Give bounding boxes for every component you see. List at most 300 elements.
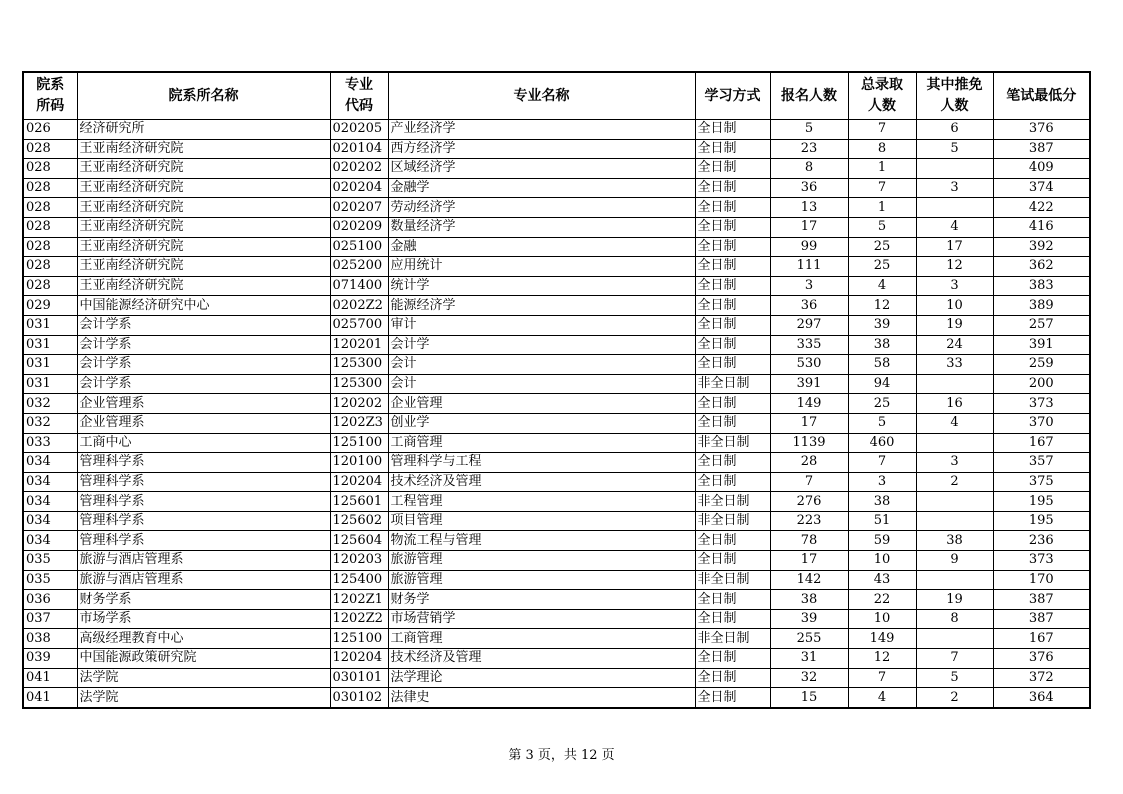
cell-study-mode: 非全日制 — [695, 492, 770, 512]
header-row — [23, 72, 1090, 120]
table-row — [23, 413, 1090, 433]
cell-dept-code: 039 — [23, 649, 77, 669]
cell-applicants: 223 — [770, 511, 848, 531]
cell-major-code: 1202Z2 — [330, 609, 388, 629]
cell-major-code: 1202Z1 — [330, 590, 388, 610]
cell-applicants: 5 — [770, 120, 848, 140]
cell-major-code: 125601 — [330, 492, 388, 512]
cell-major-name: 西方经济学 — [388, 139, 695, 159]
cell-dept-name: 管理科学系 — [77, 492, 330, 512]
table-row — [23, 159, 1090, 179]
cell-major-name: 会计学 — [388, 335, 695, 355]
cell-dept-name: 管理科学系 — [77, 472, 330, 492]
cell-min-score: 392 — [993, 237, 1090, 257]
cell-dept-name: 王亚南经济研究院 — [77, 139, 330, 159]
cell-applicants: 276 — [770, 492, 848, 512]
header-dept-name: 院系所名称 — [77, 72, 330, 120]
cell-applicants: 15 — [770, 688, 848, 708]
cell-min-score: 362 — [993, 257, 1090, 277]
cell-min-score: 195 — [993, 492, 1090, 512]
cell-min-score: 416 — [993, 217, 1090, 237]
cell-dept-code: 029 — [23, 296, 77, 316]
cell-admitted: 8 — [848, 139, 916, 159]
cell-study-mode: 非全日制 — [695, 433, 770, 453]
cell-min-score: 167 — [993, 629, 1090, 649]
cell-min-score: 409 — [993, 159, 1090, 179]
cell-major-code: 020202 — [330, 159, 388, 179]
cell-recommended: 19 — [916, 315, 993, 335]
cell-study-mode: 全日制 — [695, 198, 770, 218]
cell-major-code: 0202Z2 — [330, 296, 388, 316]
cell-study-mode: 全日制 — [695, 159, 770, 179]
cell-major-name: 审计 — [388, 315, 695, 335]
cell-admitted: 1 — [848, 198, 916, 218]
cell-study-mode: 全日制 — [695, 355, 770, 375]
cell-major-name: 管理科学与工程 — [388, 453, 695, 473]
cell-dept-name: 工商中心 — [77, 433, 330, 453]
cell-major-name: 项目管理 — [388, 511, 695, 531]
table-row — [23, 257, 1090, 277]
cell-applicants: 3 — [770, 276, 848, 296]
cell-study-mode: 全日制 — [695, 315, 770, 335]
cell-major-code: 125300 — [330, 374, 388, 394]
cell-major-name: 市场营销学 — [388, 609, 695, 629]
cell-recommended — [916, 159, 993, 179]
cell-admitted: 25 — [848, 394, 916, 414]
cell-major-name: 旅游管理 — [388, 551, 695, 571]
cell-major-code: 125604 — [330, 531, 388, 551]
cell-recommended: 3 — [916, 178, 993, 198]
cell-major-name: 金融学 — [388, 178, 695, 198]
cell-study-mode: 全日制 — [695, 413, 770, 433]
cell-min-score: 373 — [993, 551, 1090, 571]
cell-recommended: 17 — [916, 237, 993, 257]
cell-recommended — [916, 511, 993, 531]
cell-study-mode: 全日制 — [695, 237, 770, 257]
table-row — [23, 374, 1090, 394]
cell-dept-code: 031 — [23, 315, 77, 335]
cell-dept-name: 法学院 — [77, 668, 330, 688]
cell-dept-code: 035 — [23, 551, 77, 571]
cell-applicants: 31 — [770, 649, 848, 669]
table-row — [23, 492, 1090, 512]
cell-admitted: 38 — [848, 335, 916, 355]
cell-recommended: 5 — [916, 668, 993, 688]
cell-study-mode: 全日制 — [695, 551, 770, 571]
cell-min-score: 200 — [993, 374, 1090, 394]
cell-admitted: 7 — [848, 453, 916, 473]
cell-applicants: 32 — [770, 668, 848, 688]
cell-dept-name: 经济研究所 — [77, 120, 330, 140]
cell-dept-name: 会计学系 — [77, 355, 330, 375]
cell-major-name: 统计学 — [388, 276, 695, 296]
cell-major-name: 法学理论 — [388, 668, 695, 688]
cell-recommended — [916, 570, 993, 590]
cell-admitted: 4 — [848, 276, 916, 296]
table-row — [23, 394, 1090, 414]
cell-dept-code: 031 — [23, 374, 77, 394]
header-dept-code: 院系 所码 — [23, 72, 77, 120]
cell-dept-code: 026 — [23, 120, 77, 140]
cell-study-mode: 全日制 — [695, 296, 770, 316]
cell-study-mode: 全日制 — [695, 276, 770, 296]
cell-major-code: 120204 — [330, 472, 388, 492]
cell-applicants: 391 — [770, 374, 848, 394]
cell-min-score: 236 — [993, 531, 1090, 551]
table-row — [23, 511, 1090, 531]
cell-major-code: 020204 — [330, 178, 388, 198]
cell-major-name: 财务学 — [388, 590, 695, 610]
cell-study-mode: 全日制 — [695, 178, 770, 198]
cell-study-mode: 全日制 — [695, 531, 770, 551]
cell-study-mode: 全日制 — [695, 453, 770, 473]
cell-admitted: 25 — [848, 257, 916, 277]
cell-applicants: 23 — [770, 139, 848, 159]
cell-major-code: 020209 — [330, 217, 388, 237]
cell-recommended: 5 — [916, 139, 993, 159]
table-row — [23, 315, 1090, 335]
cell-major-name: 技术经济及管理 — [388, 649, 695, 669]
table-row — [23, 629, 1090, 649]
cell-dept-name: 管理科学系 — [77, 511, 330, 531]
cell-dept-code: 034 — [23, 531, 77, 551]
page-number: 第 3 页，共 12 页 — [508, 748, 615, 763]
table-row — [23, 609, 1090, 629]
cell-recommended: 38 — [916, 531, 993, 551]
cell-admitted: 25 — [848, 237, 916, 257]
cell-admitted: 51 — [848, 511, 916, 531]
table-row — [23, 688, 1090, 708]
cell-applicants: 36 — [770, 296, 848, 316]
cell-dept-name: 企业管理系 — [77, 413, 330, 433]
cell-min-score: 387 — [993, 139, 1090, 159]
cell-recommended — [916, 492, 993, 512]
cell-study-mode: 全日制 — [695, 217, 770, 237]
cell-applicants: 142 — [770, 570, 848, 590]
cell-applicants: 39 — [770, 609, 848, 629]
cell-min-score: 170 — [993, 570, 1090, 590]
cell-dept-name: 市场学系 — [77, 609, 330, 629]
cell-recommended: 24 — [916, 335, 993, 355]
cell-major-code: 020104 — [330, 139, 388, 159]
cell-dept-code: 034 — [23, 453, 77, 473]
cell-admitted: 3 — [848, 472, 916, 492]
cell-recommended: 10 — [916, 296, 993, 316]
cell-study-mode: 非全日制 — [695, 374, 770, 394]
cell-dept-code: 031 — [23, 355, 77, 375]
cell-min-score: 374 — [993, 178, 1090, 198]
cell-dept-code: 032 — [23, 394, 77, 414]
cell-min-score: 376 — [993, 120, 1090, 140]
cell-min-score: 372 — [993, 668, 1090, 688]
cell-admitted: 22 — [848, 590, 916, 610]
cell-min-score: 387 — [993, 609, 1090, 629]
cell-applicants: 78 — [770, 531, 848, 551]
cell-dept-code: 034 — [23, 492, 77, 512]
cell-dept-name: 法学院 — [77, 688, 330, 708]
table-row — [23, 668, 1090, 688]
cell-applicants: 36 — [770, 178, 848, 198]
cell-dept-name: 中国能源政策研究院 — [77, 649, 330, 669]
cell-recommended — [916, 629, 993, 649]
cell-min-score: 167 — [993, 433, 1090, 453]
cell-dept-code: 028 — [23, 237, 77, 257]
cell-recommended: 4 — [916, 217, 993, 237]
cell-study-mode: 全日制 — [695, 649, 770, 669]
header-study-mode: 学习方式 — [695, 72, 770, 120]
cell-admitted: 38 — [848, 492, 916, 512]
cell-dept-name: 管理科学系 — [77, 531, 330, 551]
cell-min-score: 387 — [993, 590, 1090, 610]
cell-dept-code: 031 — [23, 335, 77, 355]
table-row — [23, 120, 1090, 140]
table-row — [23, 139, 1090, 159]
cell-major-code: 125300 — [330, 355, 388, 375]
cell-major-code: 020205 — [330, 120, 388, 140]
cell-major-name: 工商管理 — [388, 629, 695, 649]
cell-admitted: 7 — [848, 120, 916, 140]
cell-min-score: 364 — [993, 688, 1090, 708]
cell-applicants: 8 — [770, 159, 848, 179]
cell-dept-code: 041 — [23, 688, 77, 708]
cell-dept-name: 王亚南经济研究院 — [77, 159, 330, 179]
cell-major-code: 125100 — [330, 629, 388, 649]
cell-recommended: 16 — [916, 394, 993, 414]
table-row — [23, 531, 1090, 551]
cell-recommended — [916, 198, 993, 218]
cell-admitted: 460 — [848, 433, 916, 453]
cell-admitted: 39 — [848, 315, 916, 335]
cell-applicants: 17 — [770, 413, 848, 433]
cell-admitted: 58 — [848, 355, 916, 375]
cell-major-name: 企业管理 — [388, 394, 695, 414]
cell-min-score: 257 — [993, 315, 1090, 335]
cell-admitted: 1 — [848, 159, 916, 179]
cell-admitted: 59 — [848, 531, 916, 551]
cell-study-mode: 全日制 — [695, 472, 770, 492]
table-row — [23, 276, 1090, 296]
header-admitted: 总录取 人数 — [848, 72, 916, 120]
table-row — [23, 433, 1090, 453]
cell-admitted: 5 — [848, 217, 916, 237]
cell-major-code: 030102 — [330, 688, 388, 708]
cell-min-score: 370 — [993, 413, 1090, 433]
cell-recommended: 2 — [916, 472, 993, 492]
cell-min-score: 422 — [993, 198, 1090, 218]
cell-major-code: 120202 — [330, 394, 388, 414]
cell-dept-name: 王亚南经济研究院 — [77, 198, 330, 218]
cell-study-mode: 非全日制 — [695, 570, 770, 590]
cell-dept-code: 028 — [23, 198, 77, 218]
cell-major-code: 030101 — [330, 668, 388, 688]
table-row — [23, 178, 1090, 198]
cell-dept-code: 028 — [23, 217, 77, 237]
cell-major-name: 应用统计 — [388, 257, 695, 277]
cell-admitted: 7 — [848, 178, 916, 198]
cell-dept-name: 会计学系 — [77, 374, 330, 394]
header-applicants: 报名人数 — [770, 72, 848, 120]
cell-applicants: 335 — [770, 335, 848, 355]
cell-applicants: 7 — [770, 472, 848, 492]
cell-dept-name: 管理科学系 — [77, 453, 330, 473]
cell-major-code: 1202Z3 — [330, 413, 388, 433]
cell-study-mode: 全日制 — [695, 668, 770, 688]
cell-recommended: 9 — [916, 551, 993, 571]
cell-dept-code: 038 — [23, 629, 77, 649]
cell-major-name: 劳动经济学 — [388, 198, 695, 218]
cell-applicants: 99 — [770, 237, 848, 257]
cell-study-mode: 非全日制 — [695, 511, 770, 531]
table-row — [23, 649, 1090, 669]
cell-major-code: 025100 — [330, 237, 388, 257]
cell-admitted: 149 — [848, 629, 916, 649]
cell-dept-code: 033 — [23, 433, 77, 453]
cell-major-code: 025200 — [330, 257, 388, 277]
cell-admitted: 12 — [848, 649, 916, 669]
cell-study-mode: 全日制 — [695, 139, 770, 159]
cell-min-score: 383 — [993, 276, 1090, 296]
cell-recommended: 33 — [916, 355, 993, 375]
cell-major-code: 071400 — [330, 276, 388, 296]
cell-dept-name: 中国能源经济研究中心 — [77, 296, 330, 316]
cell-major-name: 数量经济学 — [388, 217, 695, 237]
cell-applicants: 149 — [770, 394, 848, 414]
cell-dept-code: 028 — [23, 276, 77, 296]
cell-recommended: 6 — [916, 120, 993, 140]
cell-dept-name: 王亚南经济研究院 — [77, 178, 330, 198]
cell-major-name: 能源经济学 — [388, 296, 695, 316]
cell-dept-code: 028 — [23, 139, 77, 159]
table-row — [23, 590, 1090, 610]
header-major-code: 专业 代码 — [330, 72, 388, 120]
cell-major-name: 会计 — [388, 374, 695, 394]
cell-min-score: 373 — [993, 394, 1090, 414]
cell-dept-code: 034 — [23, 472, 77, 492]
cell-min-score: 259 — [993, 355, 1090, 375]
admissions-table — [22, 71, 1091, 709]
cell-recommended: 12 — [916, 257, 993, 277]
cell-major-name: 区域经济学 — [388, 159, 695, 179]
table-row — [23, 296, 1090, 316]
header-min-score: 笔试最低分 — [993, 72, 1090, 120]
cell-dept-name: 王亚南经济研究院 — [77, 257, 330, 277]
cell-major-name: 旅游管理 — [388, 570, 695, 590]
table-row — [23, 453, 1090, 473]
cell-dept-code: 028 — [23, 178, 77, 198]
cell-dept-code: 036 — [23, 590, 77, 610]
header-recommended: 其中推免 人数 — [916, 72, 993, 120]
cell-admitted: 10 — [848, 551, 916, 571]
table-row — [23, 335, 1090, 355]
cell-recommended — [916, 433, 993, 453]
cell-dept-name: 王亚南经济研究院 — [77, 217, 330, 237]
cell-major-name: 物流工程与管理 — [388, 531, 695, 551]
table-row — [23, 570, 1090, 590]
cell-dept-name: 财务学系 — [77, 590, 330, 610]
cell-major-code: 120100 — [330, 453, 388, 473]
cell-applicants: 17 — [770, 551, 848, 571]
cell-dept-code: 028 — [23, 257, 77, 277]
table-row — [23, 355, 1090, 375]
cell-recommended: 3 — [916, 276, 993, 296]
cell-major-name: 创业学 — [388, 413, 695, 433]
cell-study-mode: 非全日制 — [695, 629, 770, 649]
cell-major-code: 025700 — [330, 315, 388, 335]
cell-dept-code: 041 — [23, 668, 77, 688]
cell-study-mode: 全日制 — [695, 688, 770, 708]
cell-applicants: 530 — [770, 355, 848, 375]
cell-applicants: 28 — [770, 453, 848, 473]
cell-recommended: 8 — [916, 609, 993, 629]
cell-min-score: 195 — [993, 511, 1090, 531]
cell-dept-code: 034 — [23, 511, 77, 531]
cell-recommended: 2 — [916, 688, 993, 708]
cell-applicants: 1139 — [770, 433, 848, 453]
cell-recommended: 19 — [916, 590, 993, 610]
cell-applicants: 111 — [770, 257, 848, 277]
cell-major-name: 技术经济及管理 — [388, 472, 695, 492]
cell-dept-name: 企业管理系 — [77, 394, 330, 414]
cell-min-score: 357 — [993, 453, 1090, 473]
header-major-name: 专业名称 — [388, 72, 695, 120]
cell-study-mode: 全日制 — [695, 335, 770, 355]
cell-min-score: 375 — [993, 472, 1090, 492]
cell-major-code: 125100 — [330, 433, 388, 453]
cell-study-mode: 全日制 — [695, 394, 770, 414]
cell-major-name: 工商管理 — [388, 433, 695, 453]
cell-dept-name: 旅游与酒店管理系 — [77, 570, 330, 590]
cell-dept-code: 037 — [23, 609, 77, 629]
cell-major-name: 金融 — [388, 237, 695, 257]
cell-applicants: 17 — [770, 217, 848, 237]
cell-admitted: 12 — [848, 296, 916, 316]
cell-dept-name: 会计学系 — [77, 335, 330, 355]
table-row — [23, 198, 1090, 218]
cell-recommended — [916, 374, 993, 394]
cell-applicants: 13 — [770, 198, 848, 218]
cell-recommended: 3 — [916, 453, 993, 473]
cell-applicants: 255 — [770, 629, 848, 649]
cell-major-code: 120203 — [330, 551, 388, 571]
cell-major-code: 125400 — [330, 570, 388, 590]
cell-applicants: 297 — [770, 315, 848, 335]
cell-dept-code: 035 — [23, 570, 77, 590]
cell-study-mode: 全日制 — [695, 590, 770, 610]
cell-applicants: 38 — [770, 590, 848, 610]
cell-dept-code: 028 — [23, 159, 77, 179]
cell-dept-name: 旅游与酒店管理系 — [77, 551, 330, 571]
cell-min-score: 389 — [993, 296, 1090, 316]
cell-recommended: 7 — [916, 649, 993, 669]
cell-admitted: 7 — [848, 668, 916, 688]
cell-major-code: 120204 — [330, 649, 388, 669]
cell-dept-name: 王亚南经济研究院 — [77, 276, 330, 296]
table-row — [23, 472, 1090, 492]
cell-study-mode: 全日制 — [695, 257, 770, 277]
cell-major-code: 120201 — [330, 335, 388, 355]
cell-major-name: 会计 — [388, 355, 695, 375]
cell-dept-name: 会计学系 — [77, 315, 330, 335]
cell-major-code: 125602 — [330, 511, 388, 531]
cell-study-mode: 全日制 — [695, 120, 770, 140]
table-body — [23, 120, 1090, 708]
cell-min-score: 391 — [993, 335, 1090, 355]
cell-study-mode: 全日制 — [695, 609, 770, 629]
cell-admitted: 5 — [848, 413, 916, 433]
cell-dept-name: 高级经理教育中心 — [77, 629, 330, 649]
cell-recommended: 4 — [916, 413, 993, 433]
cell-admitted: 43 — [848, 570, 916, 590]
